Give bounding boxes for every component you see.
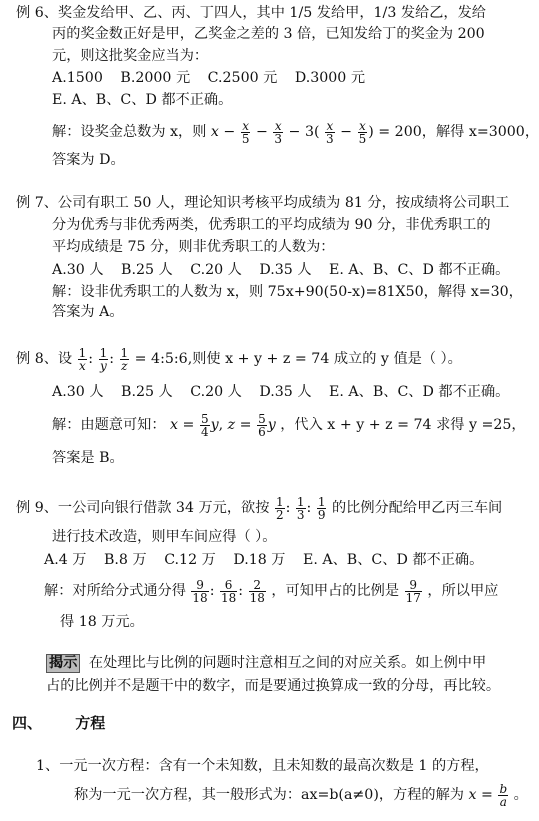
hint-label: 揭示 (46, 654, 80, 673)
ex9-option-a: A.4 万 (44, 552, 87, 568)
ex8-frac-1x: $\frac{1}{x}$ (78, 345, 87, 373)
ex8-option-d: D.35 人 (259, 384, 312, 400)
ex8-solution-prefix: 解：由题意可知： (52, 417, 166, 433)
ex8-option-c: C.20 人 (190, 384, 242, 400)
hint-text-1: 在处理比与比例的问题时注意相互之间的对应关系。如上例中甲 (88, 655, 487, 671)
ex8-options (52, 382, 522, 402)
ex9-suffix: 的比例分配给甲乙丙三车间 (331, 500, 503, 516)
ex9-solution: 解：对所给分式通分得 $\frac{9}{18}$ : $\frac{6}{18}$ : $\frac{2}{18}$ ，可知甲占的比例是 $\frac{9}{17}$ ，所以甲应 (44, 577, 499, 605)
ex8-suffix: = 4:5:6,则使 x + y + z = 74 成立的 y 值是（ ）。 (134, 351, 462, 367)
ex9-frac-2-18: $\frac{2}{18}$ (249, 577, 265, 605)
ex8-frac-1y: $\frac{1}{y}$ (99, 345, 108, 373)
ex7-line1: 例 7、公司有职工 50 人，理论知识考核平均成绩为 81 分，按成绩将公司职工 (16, 195, 510, 211)
point1-prefix: 称为一元一次方程，其一般形式为：ax=b(a≠0)，方程的解为 (74, 787, 464, 803)
ex7-option-e: E. A、B、C、D 都不正确。 (329, 262, 510, 278)
ex6-option-c: C.2500 元 (207, 70, 278, 86)
ex9-option-d: D.18 万 (233, 552, 286, 568)
ex9-solution-line2: 得 18 万元。 (60, 614, 144, 630)
ex8-frac-5-4: $\frac{5}{4}$ (200, 411, 209, 439)
hint-line2: 占的比例并不是题干中的数字，而是要通过换算成一致的分母，再比较。 (46, 678, 501, 694)
ex6-line1: 例 6、奖金发给甲、乙、丙、丁四人，其中 1/5 发给甲，1/3 发给乙，发给 (16, 5, 486, 21)
hint-line1 (46, 653, 486, 673)
ex6-solution-suffix: = 200，解得 x=3000， (378, 124, 539, 140)
ex6-option-b: B.2000 元 (120, 70, 191, 86)
ex9-frac-6-18: $\frac{6}{18}$ (220, 577, 237, 605)
ex6-answer: 答案为 D。 (52, 152, 125, 168)
ex9-solution-middle: ，可知甲占的比例是 (271, 583, 400, 599)
ex9-prefix: 例 9、一公司向银行借款 34 万元，欲按 (16, 500, 270, 516)
ex9-option-b: B.8 万 (104, 552, 147, 568)
ex7-option-d: D.35 人 (259, 262, 312, 278)
ex7-option-c: C.20 人 (190, 262, 242, 278)
ex9-frac-1-2: $\frac{1}{2}$ (275, 494, 284, 522)
ex6-solution-prefix: 解：设奖金总数为 x，则 (52, 124, 207, 140)
ex7-options (52, 260, 522, 280)
ex8-option-a: A.30 人 (52, 384, 104, 400)
ex6-line3: 元，则这批奖金应当为： (52, 48, 209, 64)
point1-line1: 1、一元一次方程：含有一个未知数，且未知数的最高次数是 1 的方程， (36, 758, 489, 774)
ex9-options (44, 550, 496, 570)
ex8-question: 例 8、设 $\frac{1}{x}$ : $\frac{1}{y}$ : $\frac{1}{z}$ = 4:5:6,则使 x + y + z = 74 成立的 y 值是（ ）。 (16, 345, 462, 373)
ex7-solution: 解：设非优秀职工的人数为 x，则 75x+90(50-x)=81X50，解得 x=30， (52, 284, 523, 300)
ex9-line2: 进行技术改造，则甲车间应得（ ）。 (52, 529, 277, 545)
ex7-line2: 分为优秀与非优秀两类，优秀职工的平均成绩为 90 分，非优秀职工的 (52, 217, 491, 233)
ex6-frac-x5: $\frac{x}{5}$ (241, 118, 250, 146)
ex6-option-a: A.1500 (52, 70, 103, 86)
ex9-frac-1-3: $\frac{1}{3}$ (296, 494, 305, 522)
section-title: 方程 (75, 714, 106, 732)
ex6-solution: 解：设奖金总数为 x，则 x − $\frac{x}{5}$ − $\frac{x}{3}$ − 3( $\frac{x}{3}$ − $\frac{x}{5}$ ) = 200，解得 x=3000， (52, 118, 539, 146)
ex8-prefix: 例 8、设 (16, 351, 73, 367)
ex8-solution: 解：由题意可知： x = $\frac{5}{4}$ y, z = $\frac{5}{6}$ y ，代入 x + y + z = 74 求得 y =25， (52, 411, 526, 439)
ex9-solution-prefix: 解：对所给分式通分得 (44, 583, 186, 599)
ex8-option-e: E. A、B、C、D 都不正确。 (329, 384, 510, 400)
ex6-option-e: E. A、B、C、D 都不正确。 (52, 92, 233, 108)
ex6-option-d: D.3000 元 (294, 70, 366, 86)
ex8-frac-1z: $\frac{1}{z}$ (120, 345, 129, 373)
ex9-question: 例 9、一公司向银行借款 34 万元，欲按 $\frac{1}{2}$ : $\frac{1}{3}$ : $\frac{1}{9}$ 的比例分配给甲乙丙三车间 (16, 494, 503, 522)
ex7-option-b: B.25 人 (121, 262, 173, 278)
section-number: 四、 (12, 714, 43, 732)
point1-frac-b-a: $\frac{b}{a}$ (499, 781, 508, 809)
ex8-solution-suffix: ，代入 x + y + z = 74 求得 y =25， (280, 417, 526, 433)
ex6-frac-x3: $\frac{x}{3}$ (274, 118, 283, 146)
point1-line2: 称为一元一次方程，其一般形式为：ax=b(a≠0)，方程的解为 x = $\frac{b}{a}$ 。 (74, 781, 528, 809)
ex6-line2: 丙的奖金数正好是甲，乙奖金之差的 3 倍，已知发给丁的奖金为 200 (52, 26, 485, 42)
ex7-option-a: A.30 人 (52, 262, 104, 278)
ex9-option-c: C.12 万 (164, 552, 216, 568)
ex6-options (52, 68, 378, 88)
ex7-line3: 平均成绩是 75 分，则非优秀职工的人数为： (52, 239, 335, 255)
ex9-solution-suffix: ，所以甲应 (427, 583, 499, 599)
ex8-option-b: B.25 人 (121, 384, 173, 400)
ex8-answer: 答案是 B。 (52, 450, 124, 466)
ex6-frac-x5b: $\frac{x}{5}$ (358, 118, 367, 146)
ex9-frac-1-9: $\frac{1}{9}$ (317, 494, 326, 522)
ex9-option-e: E. A、B、C、D 都不正确。 (302, 552, 484, 568)
ex9-frac-9-17: $\frac{9}{17}$ (405, 577, 421, 605)
ex7-answer: 答案为 A。 (52, 304, 124, 320)
ex8-frac-5-6: $\frac{5}{6}$ (258, 411, 266, 439)
ex9-frac-9-18: $\frac{9}{18}$ (192, 577, 208, 605)
section-heading (12, 713, 105, 733)
ex6-frac-x3b: $\frac{x}{3}$ (326, 118, 334, 146)
point1-suffix: 。 (513, 787, 528, 803)
